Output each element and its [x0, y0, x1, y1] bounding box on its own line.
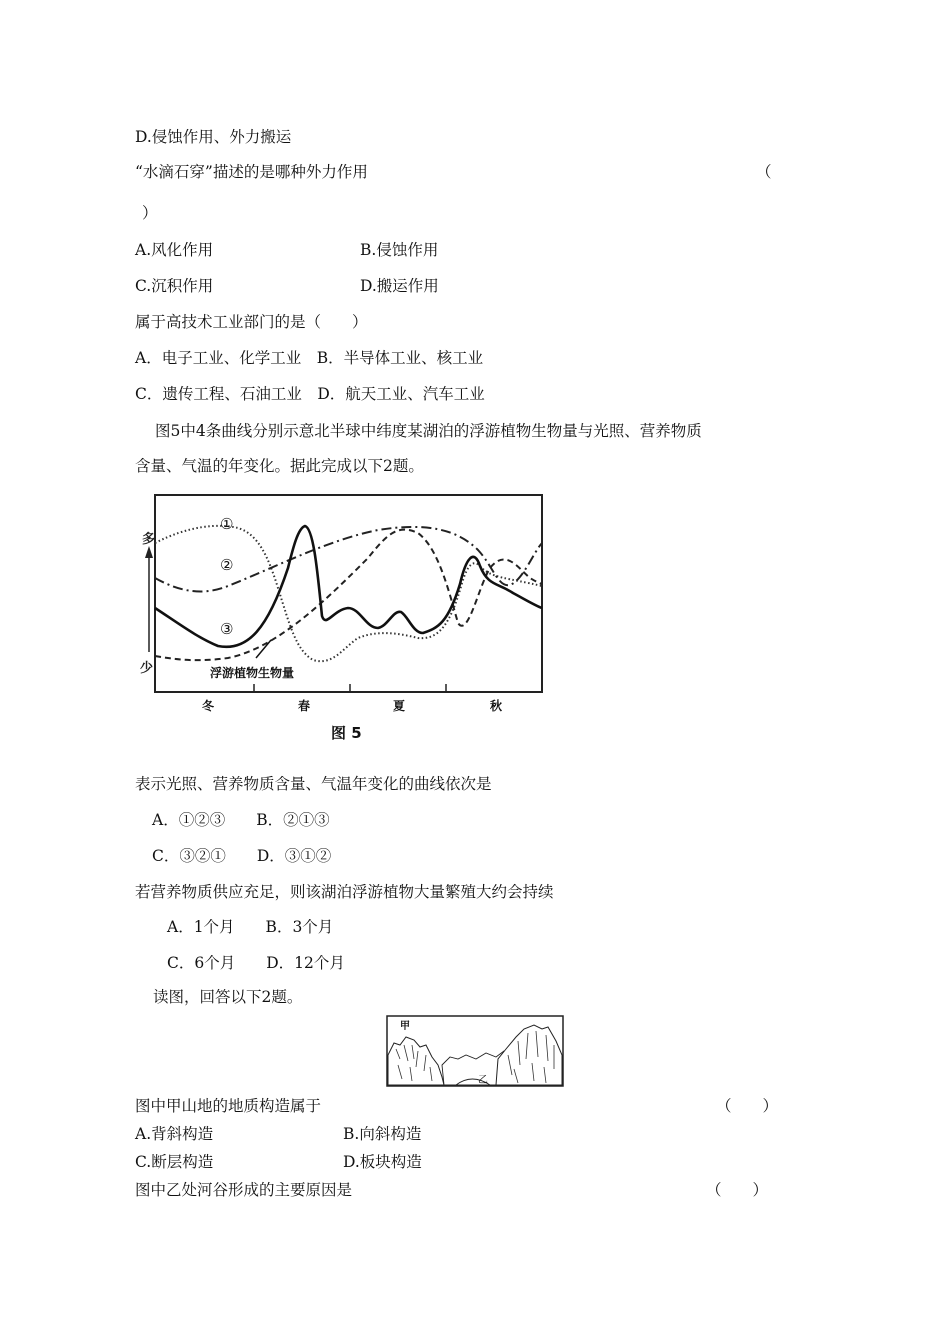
label-jia: 甲	[400, 1021, 410, 1032]
option-c: C.断层构造	[135, 1153, 214, 1171]
question-stem: “水滴石穿”描述的是哪种外力作用	[135, 163, 368, 181]
chart-frame	[155, 495, 542, 692]
option-b: B.向斜构造	[343, 1125, 422, 1143]
season-label-autumn: 秋	[490, 699, 503, 713]
answer-paren-close: ）	[142, 204, 158, 222]
question-stem: 图中乙处河谷形成的主要原因是	[135, 1181, 353, 1199]
question-stem: 图中甲山地的地质构造属于	[135, 1097, 322, 1115]
answer-paren: （ ）	[716, 1097, 779, 1115]
options-ab: A．①②③ B．②①③	[152, 811, 330, 829]
y-axis-arrow-icon	[145, 546, 153, 558]
passage-line: 图5中4条曲线分别示意北半球中纬度某湖泊的浮游植物生物量与光照、营养物质	[155, 422, 702, 440]
option-d: D.板块构造	[343, 1153, 422, 1171]
options-ab: A．1个月 B．3个月	[167, 918, 334, 936]
y-axis-bottom-label: 少	[140, 661, 154, 676]
option-c: C.沉积作用	[135, 277, 214, 295]
season-label-spring: 春	[298, 699, 311, 713]
season-label-winter: 冬	[202, 699, 215, 713]
biomass-label: 浮游植物生物量	[210, 666, 295, 680]
options-cd: C．③②① D．③①②	[152, 847, 332, 865]
curve-1-label: ①	[220, 515, 234, 533]
season-label-summer: 夏	[393, 699, 406, 713]
question-stem: 若营养物质供应充足，则该湖泊浮游植物大量繁殖大约会持续	[135, 883, 554, 901]
option-b: B.侵蚀作用	[360, 241, 439, 259]
options-cd: C．遗传工程、石油工业 D．航天工业、汽车工业	[135, 385, 485, 403]
answer-paren: （ ）	[706, 1181, 769, 1199]
question-stem: 属于高技术工业部门的是（ ）	[135, 313, 368, 331]
option-d: D.搬运作用	[360, 277, 439, 295]
figure-caption: 图 5	[331, 724, 362, 742]
option-a: A.背斜构造	[135, 1125, 214, 1143]
figure-5-chart	[138, 488, 558, 750]
options-cd: C．6个月 D．12个月	[167, 954, 345, 972]
passage-line: 含量、气温的年变化。据此完成以下2题。	[135, 457, 424, 475]
label-yi: 乙	[478, 1075, 488, 1086]
y-axis-top-label: 多	[142, 532, 156, 547]
options-ab: A．电子工业、化学工业 B．半导体工业、核工业	[135, 349, 484, 367]
passage-line: 读图，回答以下2题。	[153, 988, 303, 1006]
mountain-figure	[386, 1015, 564, 1087]
curve-2-label: ②	[220, 556, 234, 574]
question-stem: 表示光照、营养物质含量、气温年变化的曲线依次是	[135, 775, 492, 793]
answer-paren-open: （	[756, 163, 772, 181]
option-a: A.风化作用	[135, 241, 214, 259]
curve-3-label: ③	[220, 620, 234, 638]
prev-option-d: D.侵蚀作用、外力搬运	[135, 128, 292, 146]
